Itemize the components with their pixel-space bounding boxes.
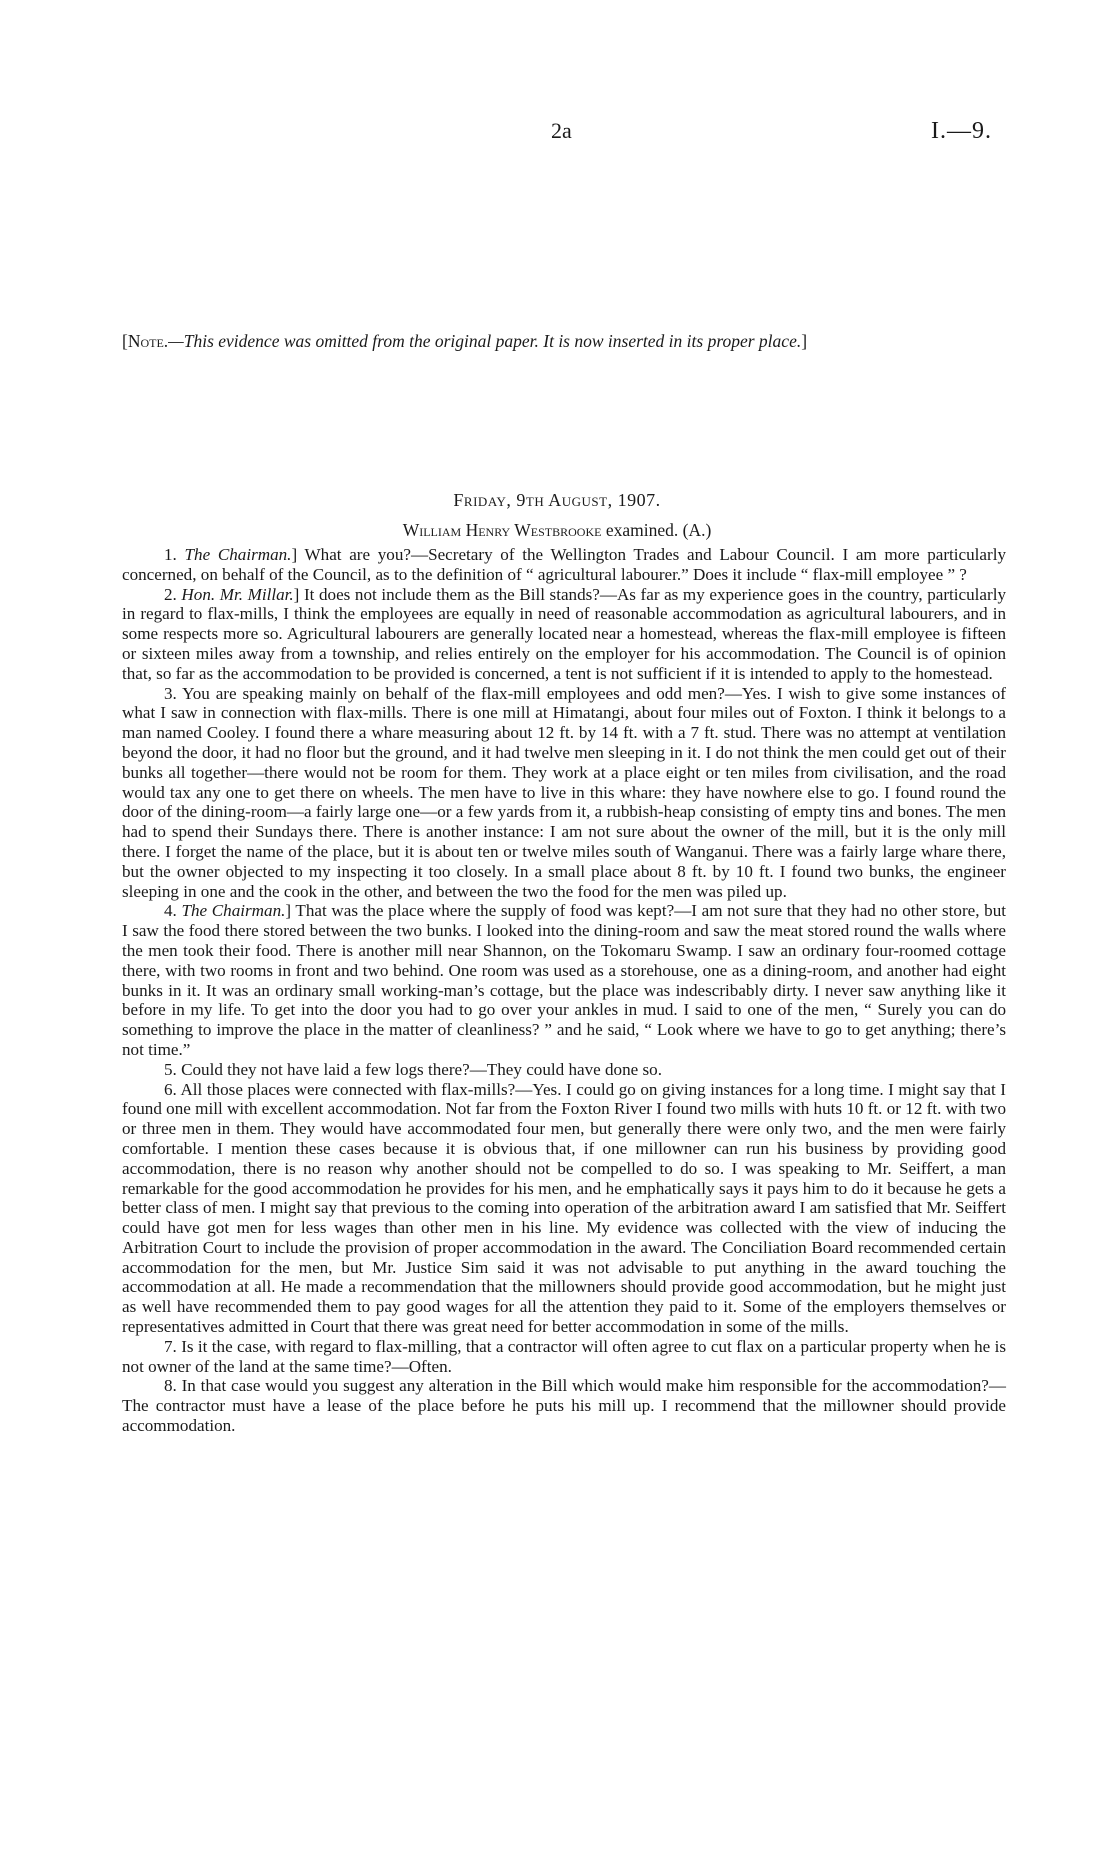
witness-name: William Henry Westbrooke: [402, 520, 602, 540]
question-text: Is it the case, with regard to flax-milling, that a contractor will often agree to cut flax on a particular property when he is not owner of the land at the same time?—Often.: [122, 1336, 1006, 1376]
question-number: 2.: [164, 584, 177, 604]
note-open-bracket: [: [122, 331, 128, 351]
question-text: ] That was the place where the supply of food was kept?—I am not sure that they had no other store, but I saw the food there stored between the two bunks. I looked into the dining-room and saw the meat stored round the walls where the men took their food. There is another mill near Shannon, on the Tokomaru Swamp. I saw an ordinary four-roomed cottage there, with two rooms in front and two behind. One room was used as a storehouse, one as a dining-room, and another had eight bunks in it. It was an ordinary small working-man’s cottage, but the place was indescribably dirty. I never saw anything like it before in my life. To get into the door you had to go over your ankles in mud. I said to one of the men, “ Surely you can do something to improve the place in the matter of cleanliness? ” and he said, “ Look where we have to go to get anything; there’s not time.”: [122, 901, 1006, 1059]
question-speaker: The Chairman.: [184, 545, 292, 564]
evidence-body: [122, 545, 1006, 1436]
question-number: 7.: [164, 1336, 177, 1356]
page-header: [0, 118, 1114, 148]
witness-line: [0, 520, 1114, 541]
page-number: 2a: [551, 118, 572, 143]
question-text: You are speaking mainly on behalf of the flax-mill employees and odd men?—Yes. I wish to give some instances of what I saw in connection with flax-mills. There is one mill at Himatangi, about four miles out of Foxton. I think it belongs to a man named Cooley. I found there a whare measuring about 12 ft. by 14 ft. with a 7 ft. stud. There was no attempt at ventilation beyond the door, it had no floor but the ground, and it had twelve men sleeping in it. I do not think the men could get out of their bunks all together—there would not be room for them. They work at a place eight or ten miles from civilisation, and the road would tax any one to get there on wheels. The men have to live in this whare: they have nowhere else to go. I found round the door of the dining-room—a fairly large one—or a few yards from it, a rubbish-heap consisting of empty tins and bones. The men had to spend their Sundays there. There is another instance: I am not sure about the owner of the mill, but it is the only mill there. I forget the name of the place, but it is about ten or twelve miles south of Wanganui. There was a fairly large whare there, but the owner objected to my inspecting it too closely. In a small place about 8 ft. by 10 ft. I found two bunks, the engineer sleeping in one and the cook in the other, and between the two the food for the men was piled up.: [122, 683, 1006, 901]
question-speaker: The Chairman.: [181, 901, 286, 921]
note-label: Note.: [127, 331, 169, 351]
note-text: —This evidence was omitted from the original paper. It is now inserted in its proper place.: [168, 331, 802, 351]
document-reference: I.—9.: [931, 118, 992, 144]
question-4: [122, 901, 1006, 1059]
session-date: Friday, 9th August, 1907.: [453, 490, 661, 510]
question-7: [122, 1337, 1006, 1377]
question-text: Could they not have laid a few logs there?—They could have done so.: [181, 1059, 662, 1079]
question-text: In that case would you suggest any alteration in the Bill which would make him responsible for the accommodation?—The contractor must have a lease of the place before he puts his mill up. I recommend that the millowner should provide accommodation.: [122, 1376, 1006, 1436]
question-text: ] What are you?—Secretary of the Wellington Trades and Labour Council. I am more particularly concerned, on behalf of the Council, as to the definition of “ agricultural labourer.” Does it include “ flax-mill employee ” ?: [122, 545, 1006, 584]
question-number: 8.: [164, 1376, 177, 1396]
question-text: ] It does not include them as the Bill stands?—As far as my experience goes in the country, particularly in regard to flax-mills, I think the employees are equally in need of reasonable accommodation as agricultural labourers, and in some respects more so. Agricultural labourers are generally located near a homestead, whereas the flax-mill employee is fifteen or sixteen miles away from a township, and relies entirely on the employer for his accommodation. The Council is of opinion that, so far as the accommodation to be provided is concerned, a tent is not sufficient if it is intended to apply to the homestead.: [122, 584, 1007, 683]
witness-examined: examined. (A.): [601, 520, 712, 540]
question-5: [122, 1060, 1006, 1080]
question-number: 5.: [164, 1059, 177, 1079]
question-8: [122, 1376, 1006, 1435]
question-number: 3.: [164, 683, 177, 703]
editorial-note: [122, 330, 1006, 353]
question-1: [122, 545, 1006, 585]
question-6: [122, 1080, 1006, 1337]
question-number: 1.: [164, 545, 177, 564]
question-3: [122, 684, 1006, 902]
question-number: 6.: [164, 1079, 177, 1099]
question-text: All those places were connected with flax-mills?—Yes. I could go on giving instances for a long time. I might say that I found one mill with excellent accommodation. Not far from the Foxton River I found two mills with huts 10 ft. or 12 ft. with two or three men in them. They would have accommodated four men, but generally there were only two, and the men were fairly comfortable. I mention these cases because it is obvious that, if one millowner can run his business by providing good accommodation, there is no reason why another should not be compelled to do so. I was speaking to Mr. Seiffert, a man remarkable for the good accommodation he provides for his men, and he emphatically says it pays him to do it because he gets a better class of men. I might say that previous to the coming into operation of the arbitration award I am satisfied that Mr. Seiffert could have got men for less wages than other men in his line. My evidence was collected with the view of inducing the Arbitration Court to include the provision of proper accommodation in the award. The Conciliation Board recommended certain accommodation for the men, but Mr. Justice Sim said it was not advisable to put anything in the award touching the accommodation at all. He made a recommendation that the millowners should provide good accommodation, but he might just as well have recommended them to pay good wages for all the attention they paid to it. Some of the employers themselves or representatives admitted in Court that there was great need for better accommodation in some of the mills.: [122, 1079, 1006, 1337]
note-close-bracket: ]: [801, 331, 808, 351]
question-number: 4.: [164, 901, 177, 921]
question-speaker: Hon. Mr. Millar.: [181, 584, 294, 604]
question-2: [122, 585, 1006, 684]
